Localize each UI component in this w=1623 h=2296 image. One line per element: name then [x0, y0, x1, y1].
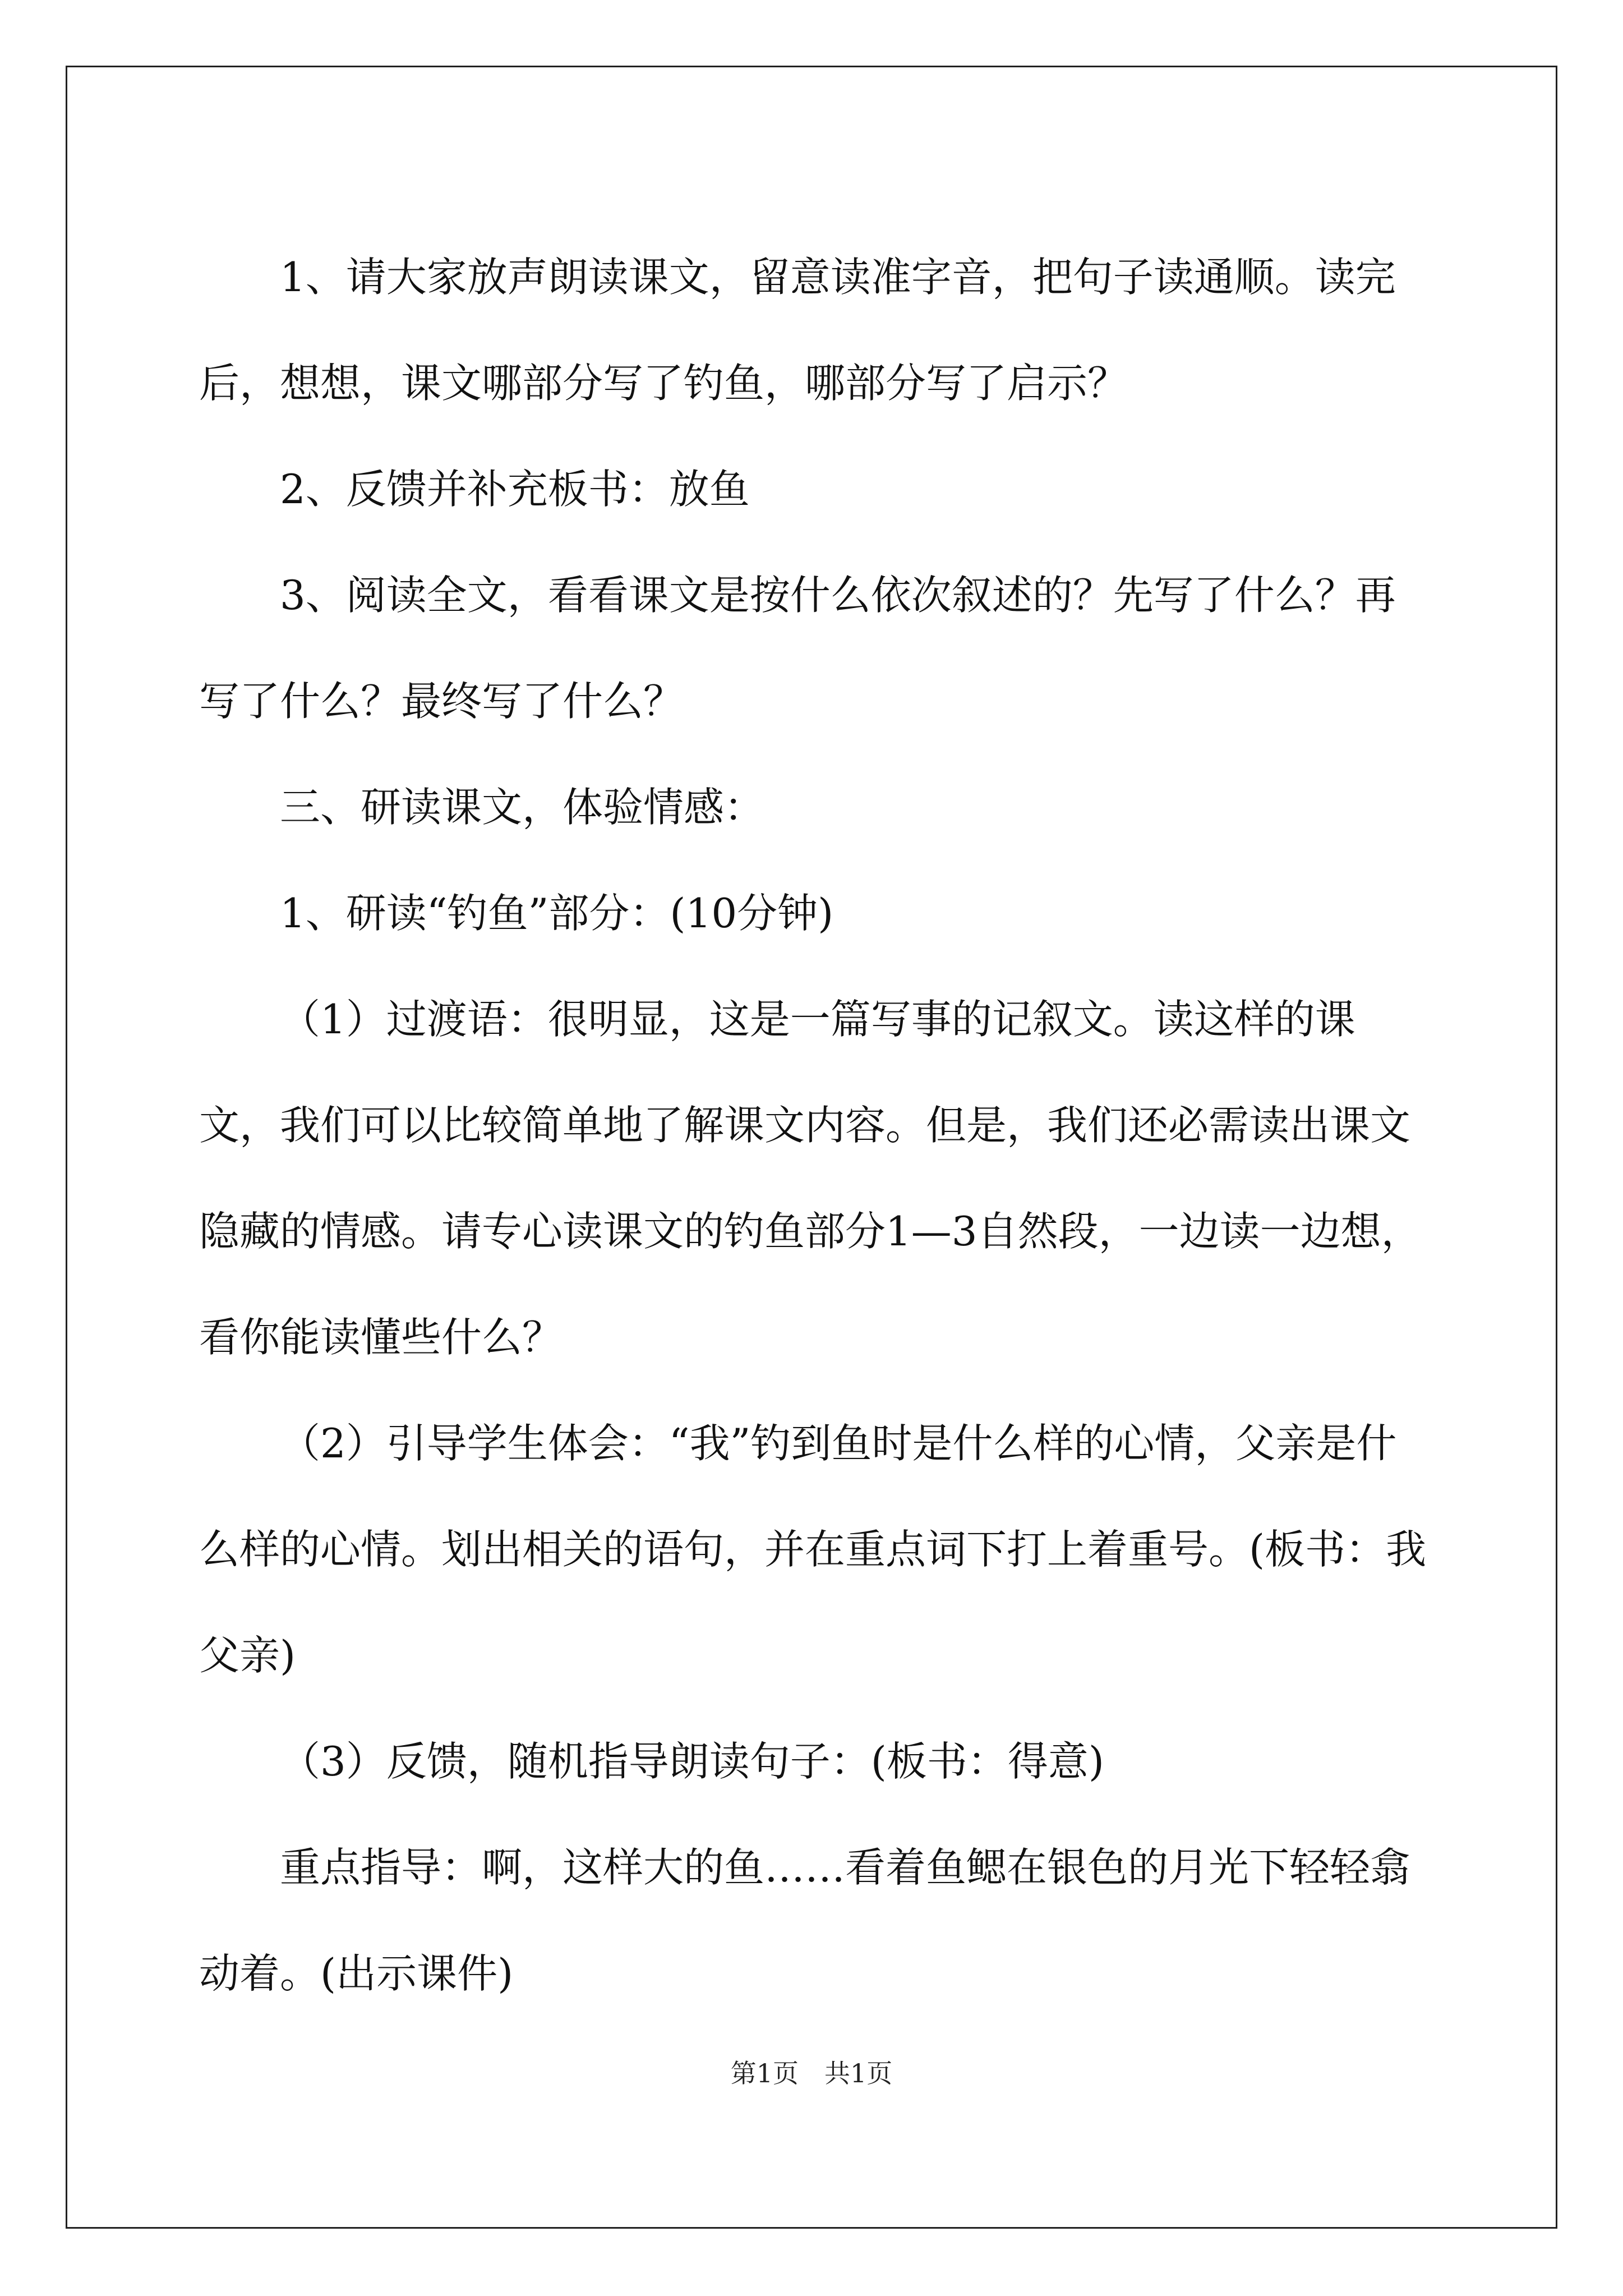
paragraph-1: 1、请大家放声朗读课文，留意读准字音，把句子读通顺。读完后，想想，课文哪部分写了钓鱼，哪部分写了启示？ [199, 254, 1396, 407]
document-body [199, 224, 1433, 2027]
paragraph-6: （1）过渡语：很明显，这是一篇写事的记叙文。读这样的课文，我们可以比较简单地了解课文内容。但是，我们还必需读出课文隐藏的情感。请专心读课文的钓鱼部分1—3自然段，一边读一边想，看你能读懂些什么？ [199, 996, 1422, 1361]
paragraph-3: 3、阅读全文，看看课文是按什么依次叙述的？先写了什么？再写了什么？最终写了什么？ [199, 572, 1396, 725]
paragraph-7: （2）引导学生体会：“我”钓到鱼时是什么样的心情，父亲是什么样的心情。划出相关的语句，并在重点词下打上着重号。(板书：我父亲) [199, 1420, 1427, 1679]
paragraph-9: 重点指导：啊，这样大的鱼……看着鱼鳃在银色的月光下轻轻翕动着。(出示课件) [199, 1844, 1411, 1997]
paragraph-5: 1、研读“钓鱼”部分：(10分钟) [280, 890, 834, 937]
section-heading: 三、研读课文，体验情感： [280, 784, 765, 831]
paragraph-2: 2、反馈并补充板书：放鱼 [280, 466, 750, 513]
paragraph-8: （3）反馈，随机指导朗读句子：(板书：得意) [280, 1738, 1104, 1785]
page-footer: 第1页 共1页 [730, 2058, 893, 2088]
